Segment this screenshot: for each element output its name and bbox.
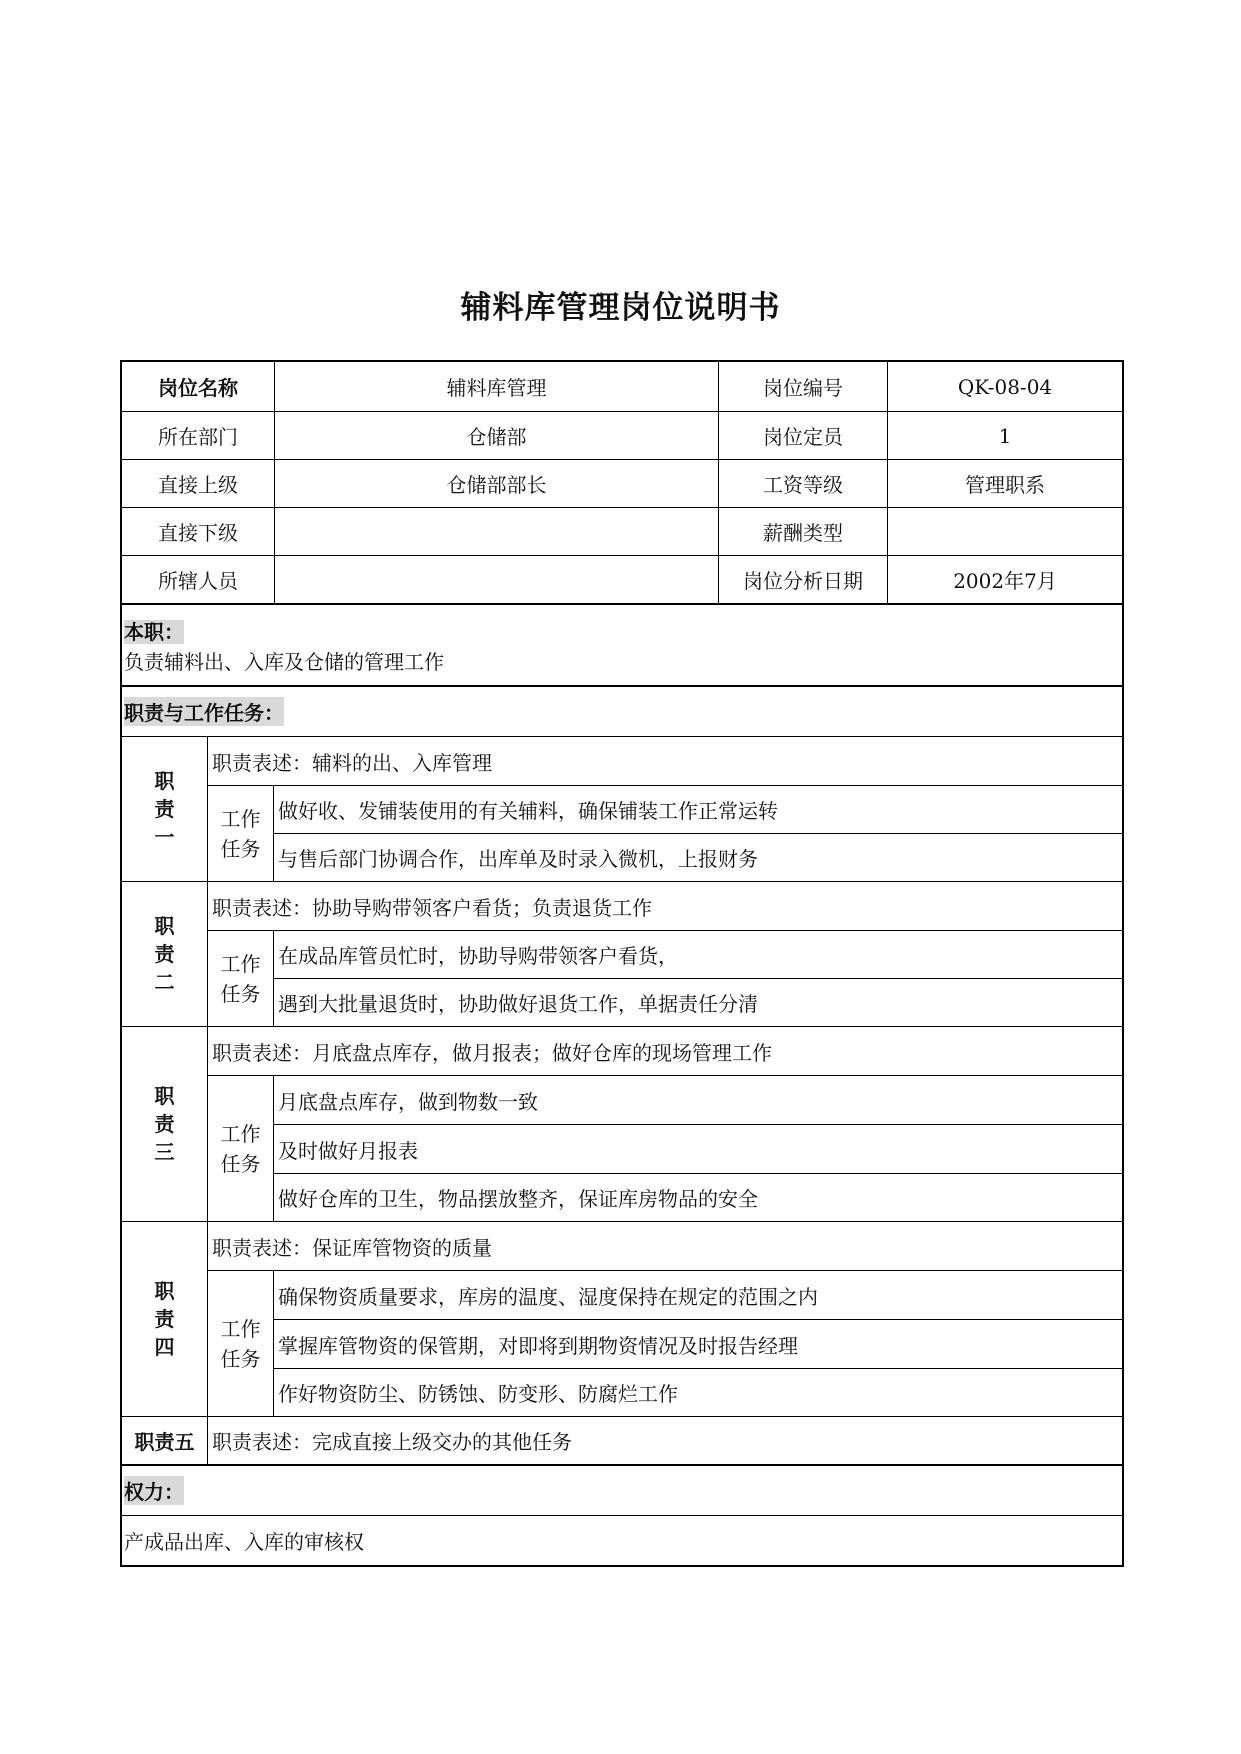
duty-statement: 职责表述：保证库管物资的质量 <box>208 1222 1122 1271</box>
main-duty-section <box>122 605 1122 687</box>
duty-label <box>122 882 208 1027</box>
info-value: 仓储部 <box>275 412 719 460</box>
info-value <box>275 508 719 556</box>
info-label: 工资等级 <box>719 460 888 508</box>
info-label: 薪酬类型 <box>719 508 888 556</box>
info-value <box>888 508 1122 556</box>
duty-label: 职责五 <box>122 1417 208 1466</box>
info-value: 仓储部部长 <box>275 460 719 508</box>
duty-label <box>122 737 208 882</box>
info-label: 岗位编号 <box>719 362 888 412</box>
duty-statement: 职责表述：辅料的出、入库管理 <box>208 737 1122 786</box>
task-item: 确保物资质量要求，库房的温度、湿度保持在规定的范围之内 <box>274 1271 1122 1320</box>
info-label: 岗位名称 <box>122 362 275 412</box>
info-label: 所在部门 <box>122 412 275 460</box>
info-value: 1 <box>888 412 1122 460</box>
info-label: 直接下级 <box>122 508 275 556</box>
duty-label-text: 职责四 <box>154 1279 175 1359</box>
duties-heading-row <box>122 687 1122 737</box>
job-description-table <box>120 360 1124 1567</box>
info-value <box>275 556 719 605</box>
info-value: 辅料库管理 <box>275 362 719 412</box>
duty-label-text: 职责一 <box>154 769 175 849</box>
duty-label-text: 职责三 <box>154 1084 175 1164</box>
task-label: 工作任务 <box>208 1271 274 1417</box>
main-duty-heading: 本职： <box>124 620 184 644</box>
authority-text: 产成品出库、入库的审核权 <box>124 1530 364 1554</box>
task-item: 及时做好月报表 <box>274 1125 1122 1174</box>
task-label: 工作任务 <box>208 1076 274 1222</box>
task-item: 作好物资防尘、防锈蚀、防变形、防腐烂工作 <box>274 1369 1122 1417</box>
task-item: 月底盘点库存，做到物数一致 <box>274 1076 1122 1125</box>
task-item: 与售后部门协调合作，出库单及时录入微机，上报财务 <box>274 834 1122 882</box>
task-item: 遇到大批量退货时，协助做好退货工作，单据责任分清 <box>274 979 1122 1027</box>
info-label: 直接上级 <box>122 460 275 508</box>
duty-label <box>122 1027 208 1222</box>
authority-heading: 权力： <box>124 1476 184 1505</box>
main-duty-text: 负责辅料出、入库及仓储的管理工作 <box>124 650 444 674</box>
info-label: 岗位分析日期 <box>719 556 888 605</box>
task-label: 工作任务 <box>208 931 274 1027</box>
duties-heading: 职责与工作任务： <box>124 697 284 726</box>
info-label: 岗位定员 <box>719 412 888 460</box>
task-item: 掌握库管物资的保管期，对即将到期物资情况及时报告经理 <box>274 1320 1122 1369</box>
duty-statement: 职责表述：月底盘点库存，做月报表；做好仓库的现场管理工作 <box>208 1027 1122 1076</box>
info-value: QK-08-04 <box>888 362 1122 412</box>
info-label: 所辖人员 <box>122 556 275 605</box>
task-item: 做好收、发铺装使用的有关辅料，确保铺装工作正常运转 <box>274 786 1122 834</box>
duty-statement: 职责表述：协助导购带领客户看货；负责退货工作 <box>208 882 1122 931</box>
task-label: 工作任务 <box>208 786 274 882</box>
task-item: 在成品库管员忙时，协助导购带领客户看货， <box>274 931 1122 979</box>
task-item: 做好仓库的卫生，物品摆放整齐，保证库房物品的安全 <box>274 1174 1122 1222</box>
authority-heading-row <box>122 1466 1122 1516</box>
info-value: 管理职系 <box>888 460 1122 508</box>
duty-label <box>122 1222 208 1417</box>
info-value: 2002年7月 <box>888 556 1122 605</box>
document-title: 辅料库管理岗位说明书 <box>460 290 781 326</box>
duty-label-text: 职责二 <box>154 914 175 994</box>
duty-statement: 职责表述：完成直接上级交办的其他任务 <box>208 1417 1122 1466</box>
